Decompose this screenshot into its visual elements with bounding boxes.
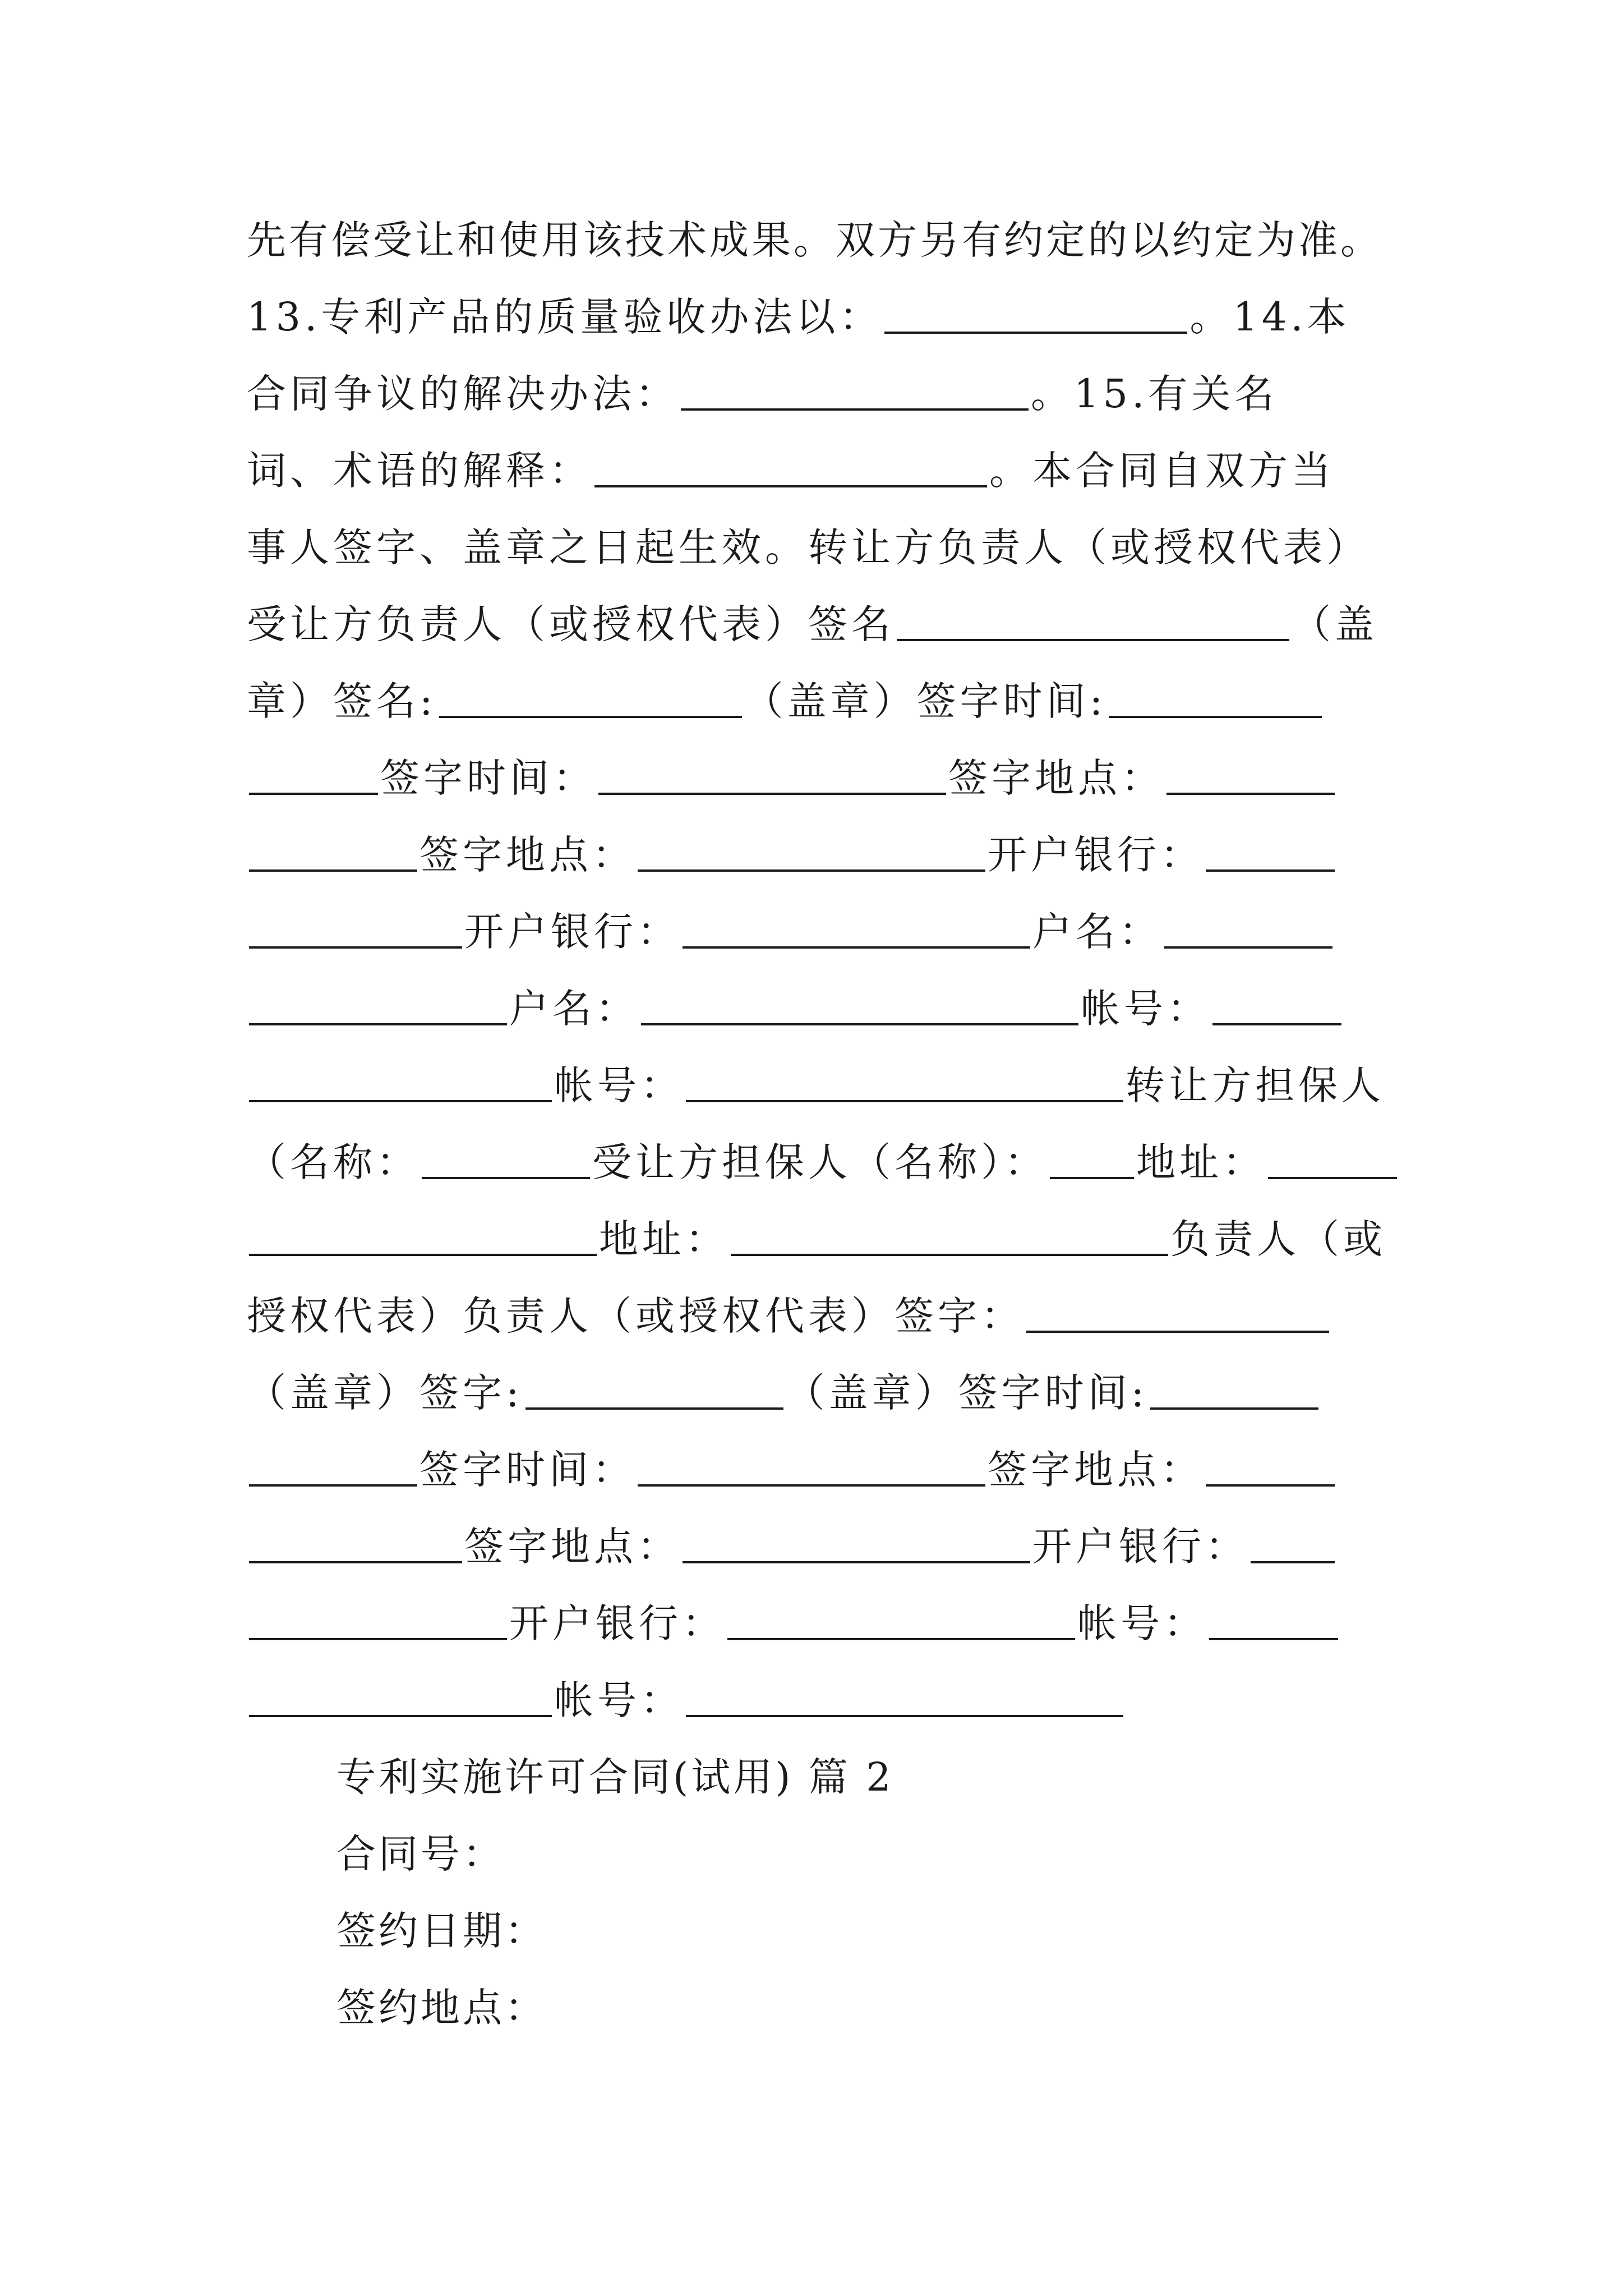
text-line	[247, 1508, 1391, 1585]
fill-blank[interactable]	[884, 297, 1187, 334]
fill-blank[interactable]	[1050, 1142, 1134, 1179]
text: 签字时间：	[380, 755, 596, 801]
fill-blank[interactable]	[686, 1065, 1123, 1102]
text: 签字地点：	[948, 755, 1164, 801]
text: 先有偿受让和使用该技术成果。双方另有约定的以约定为准。	[247, 217, 1382, 263]
text: 开户银行：	[1032, 1524, 1248, 1570]
fill-blank[interactable]	[439, 681, 742, 718]
text: （盖章）签字:	[247, 1370, 523, 1416]
text-line	[247, 1585, 1391, 1662]
section-2	[336, 1739, 894, 2046]
text: （盖	[1292, 601, 1378, 647]
text: 地址：	[599, 1216, 728, 1262]
text-line	[247, 202, 1391, 279]
fill-blank[interactable]	[1251, 1526, 1335, 1563]
text: 地址：	[1136, 1139, 1266, 1185]
text-line	[247, 509, 1391, 586]
fill-blank[interactable]	[594, 450, 987, 487]
fill-blank[interactable]	[731, 1219, 1168, 1256]
text: 事人签字、盖章之日起生效。转让方负责人（或授权代表）	[247, 524, 1370, 570]
text: 开户银行：	[464, 909, 680, 955]
text-line	[247, 356, 1391, 432]
fill-blank[interactable]	[683, 912, 1030, 949]
text: 章）签名:	[247, 678, 437, 724]
fill-blank[interactable]	[1206, 1450, 1335, 1487]
text: 词、术语的解释：	[247, 448, 592, 494]
fill-blank[interactable]	[1109, 681, 1322, 718]
fill-blank[interactable]	[641, 988, 1078, 1025]
fill-blank[interactable]	[897, 604, 1289, 641]
text-line	[247, 1124, 1391, 1201]
text-line	[247, 1278, 1391, 1355]
sign-place-label: 签约地点：	[336, 1985, 547, 2031]
text-line	[247, 1355, 1391, 1432]
fill-blank[interactable]	[249, 1065, 552, 1102]
fill-blank[interactable]	[1026, 1296, 1329, 1333]
fill-blank[interactable]	[638, 1450, 985, 1487]
text-line	[247, 970, 1391, 1047]
fill-blank[interactable]	[249, 1526, 462, 1563]
text: 受让方负责人（或授权代表）签名	[247, 601, 895, 647]
text-line	[247, 1047, 1391, 1124]
text: 合同争议的解决办法：	[247, 371, 679, 417]
text: 。15.有关名	[1031, 371, 1278, 417]
text: （盖章）签字时间:	[785, 1370, 1149, 1416]
fill-blank[interactable]	[681, 374, 1029, 411]
fill-blank[interactable]	[1150, 1373, 1318, 1410]
text-line	[247, 817, 1391, 894]
fill-blank[interactable]	[249, 988, 507, 1025]
text: （名称：	[247, 1139, 419, 1185]
contract-body	[247, 202, 1391, 1739]
text: 。本合同自双方当	[989, 448, 1335, 494]
text: 签字地点：	[419, 832, 635, 878]
text: 帐号：	[1077, 1600, 1207, 1646]
fill-blank[interactable]	[638, 835, 985, 872]
text: 负责人（或	[1170, 1216, 1386, 1262]
fill-blank[interactable]	[598, 758, 946, 795]
text-line	[247, 894, 1391, 970]
fill-blank[interactable]	[249, 835, 417, 872]
text: 签字地点：	[988, 1447, 1204, 1493]
fill-blank[interactable]	[249, 1680, 552, 1717]
text: （盖章）签字时间:	[744, 678, 1107, 724]
text-line	[247, 586, 1391, 663]
text: 开户银行：	[509, 1600, 725, 1646]
text: 开户银行：	[988, 832, 1204, 878]
fill-blank[interactable]	[249, 912, 462, 949]
text-line	[247, 1201, 1391, 1278]
fill-blank[interactable]	[249, 1219, 597, 1256]
text: 。14.本	[1189, 294, 1350, 340]
sign-date-label: 签约日期：	[336, 1908, 547, 1954]
text-line	[247, 1662, 1391, 1739]
fill-blank[interactable]	[1212, 988, 1341, 1025]
text: 13.专利产品的质量验收办法以：	[247, 294, 883, 340]
text-line	[247, 279, 1391, 356]
text: 受让方担保人（名称）：	[592, 1139, 1048, 1185]
fill-blank[interactable]	[1164, 912, 1332, 949]
fill-blank[interactable]	[1268, 1142, 1397, 1179]
fill-blank[interactable]	[249, 1450, 417, 1487]
fill-blank[interactable]	[422, 1142, 590, 1179]
fill-blank[interactable]	[727, 1603, 1075, 1640]
text: 户名：	[1032, 909, 1162, 955]
text: 帐号：	[554, 1062, 684, 1108]
text-line	[247, 1432, 1391, 1508]
fill-blank[interactable]	[1166, 758, 1335, 795]
fill-blank[interactable]	[1209, 1603, 1338, 1640]
fill-blank[interactable]	[249, 758, 378, 795]
text-line	[247, 740, 1391, 817]
contract-number-label: 合同号：	[336, 1831, 505, 1877]
fill-blank[interactable]	[1206, 835, 1335, 872]
fill-blank[interactable]	[683, 1526, 1030, 1563]
text: 签字时间：	[419, 1447, 635, 1493]
text-line	[247, 432, 1391, 509]
text: 帐号：	[554, 1677, 684, 1723]
text: 帐号：	[1081, 986, 1210, 1032]
fill-blank[interactable]	[686, 1680, 1123, 1717]
text: 转让方担保人	[1126, 1062, 1385, 1108]
section-title: 专利实施许可合同(试用) 篇 2	[336, 1754, 894, 1800]
text: 签字地点：	[464, 1524, 680, 1570]
text: 户名：	[509, 986, 639, 1032]
text: 授权代表）负责人（或授权代表）签字：	[247, 1293, 1024, 1339]
fill-blank[interactable]	[525, 1373, 783, 1410]
text-line	[247, 663, 1391, 740]
fill-blank[interactable]	[249, 1603, 507, 1640]
